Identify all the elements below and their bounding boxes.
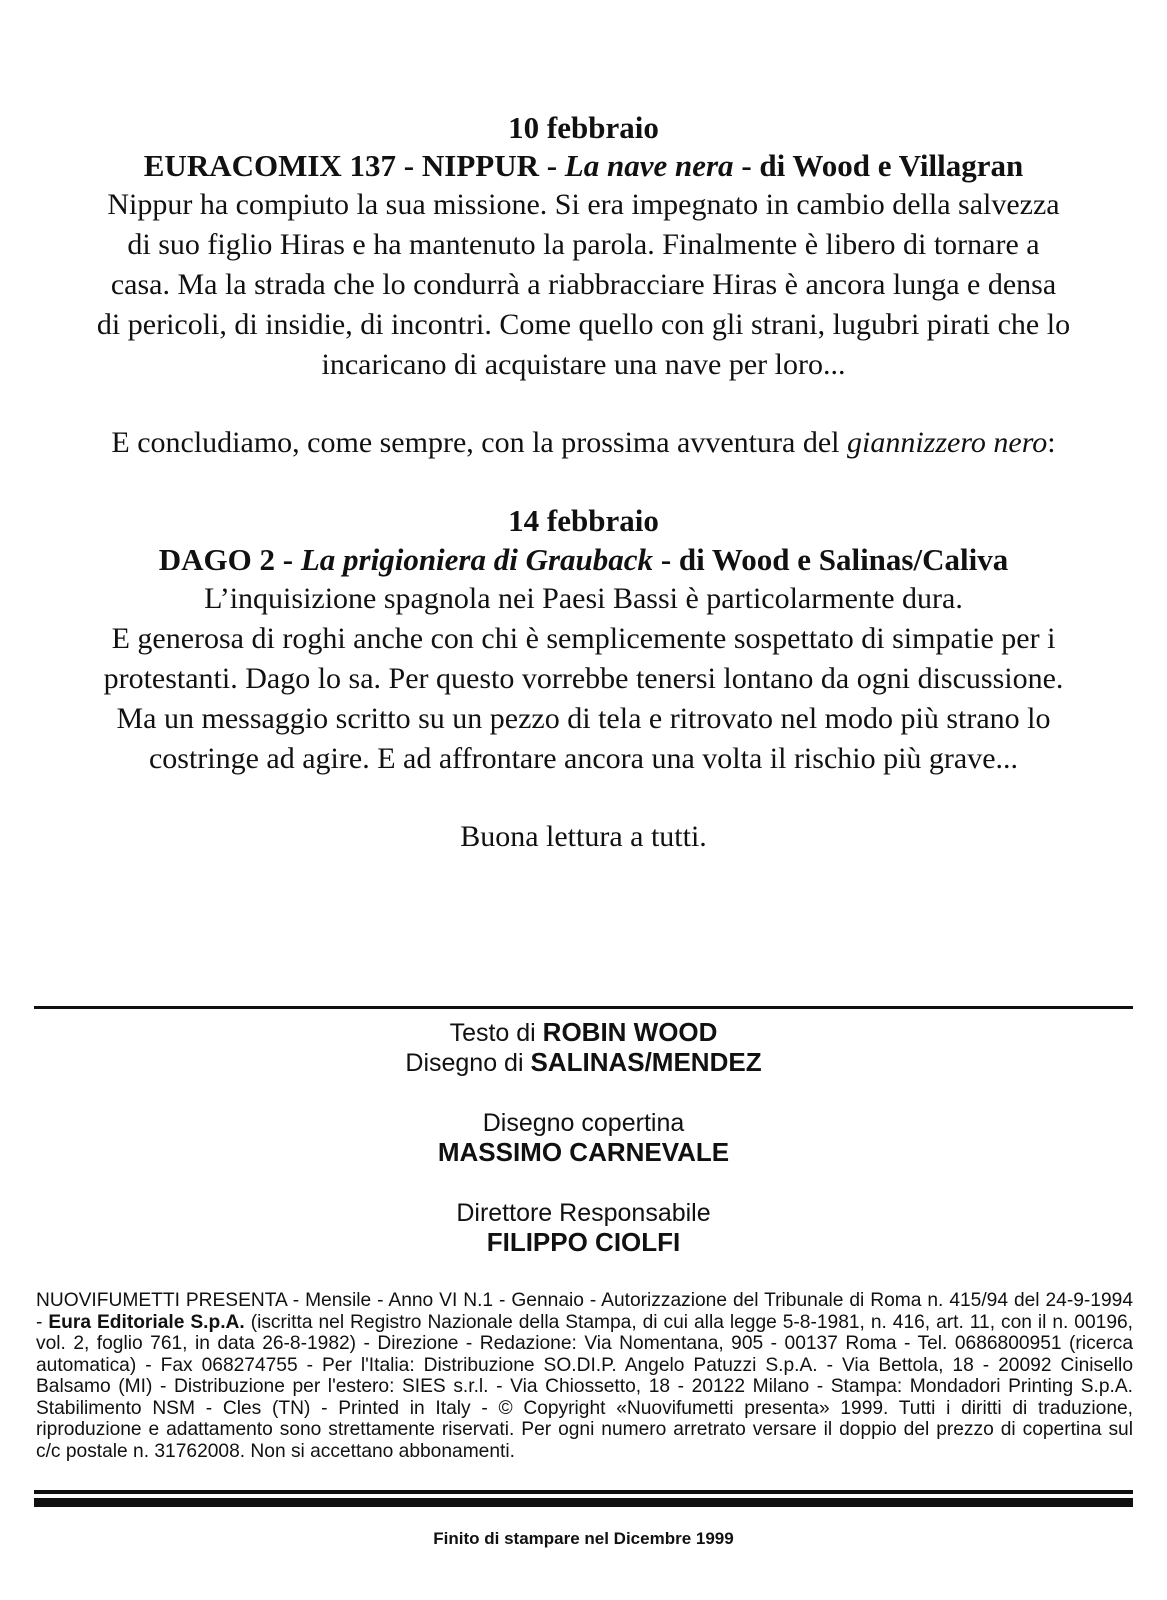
closing-line: Buona lettura a tutti.	[460, 820, 707, 853]
credit-drawing-name: SALINAS/MENDEZ	[530, 1047, 762, 1077]
entry1-description	[48, 185, 1119, 385]
entry2-line: costringe ad agire. E ad affrontare ancora una volta il rischio più grave...	[148, 742, 1019, 775]
legal-notice	[36, 1290, 1133, 1462]
entry1-line: di suo figlio Hiras e ha mantenuto la parola. Finalmente è libero di tornare a	[127, 228, 1040, 261]
cover-name: MASSIMO CARNEVALE	[437, 1137, 730, 1167]
entry2-authors: - di Wood e Salinas/Caliva	[653, 542, 1009, 577]
credit-text-name: ROBIN WOOD	[542, 1017, 718, 1047]
legal-part1: NUOVIFUMETTI PRESENTA - Mensile - Anno VI N.1 - Gennaio - Autorizzazione del Tribunale di Roma n. 415/94 del 24-9-1994 -	[36, 1290, 1133, 1333]
transition-italic: giannizzero nero	[846, 426, 1048, 459]
entry1-authors: - di Wood e Villagran	[733, 148, 1024, 183]
credits-block	[0, 1018, 1167, 1078]
entry1-line: incaricano di acquistare una nave per loro...	[321, 348, 846, 381]
entry1-date: 10 febbraio	[508, 110, 659, 145]
director-label: Direttore Responsabile	[456, 1199, 711, 1227]
entry2-description	[48, 579, 1119, 779]
entry1-line: di pericoli, di insidie, di incontri. Come quello con gli strani, lugubri pirati che lo	[96, 308, 1071, 341]
entry2-headline	[0, 542, 1167, 578]
entry1-headline	[0, 148, 1167, 184]
director-name: FILIPPO CIOLFI	[486, 1227, 681, 1257]
credit-text	[0, 1018, 1167, 1048]
entry1-series: EURACOMIX 137 - NIPPUR -	[143, 148, 565, 183]
entry2-line: Ma un messaggio scritto su un pezzo di tela e ritrovato nel modo più strano lo	[116, 702, 1051, 735]
entry2-line: E generosa di roghi anche con chi è semplicemente sospettato di simpatie per i	[111, 622, 1056, 655]
printed-note: Finito di stampare nel Dicembre 1999	[433, 1529, 734, 1548]
entry2-series: DAGO 2 -	[158, 542, 301, 577]
transition-end: :	[1047, 426, 1056, 459]
entry2-line: protestanti. Dago lo sa. Per questo vorrebbe tenersi lontano da ogni discussione.	[103, 662, 1064, 695]
transition-text: E concludiamo, come sempre, con la prossima avventura del	[111, 426, 847, 459]
divider-line	[34, 1006, 1133, 1009]
legal-publisher: Eura Editoriale S.p.A.	[48, 1311, 245, 1333]
cover-credit	[0, 1109, 1167, 1167]
credit-drawing-label: Disegno di	[405, 1049, 531, 1077]
entry1-line: Nippur ha compiuto la sua missione. Si era impegnato in cambio della salvezza	[107, 188, 1060, 221]
entry1-title: La nave nera	[564, 148, 734, 183]
bottom-rule-top	[34, 1490, 1133, 1494]
credit-drawing	[0, 1048, 1167, 1078]
entry1-line: casa. Ma la strada che lo condurrà a riabbracciare Hiras è ancora lunga e densa	[110, 268, 1057, 301]
director-credit	[0, 1199, 1167, 1257]
entry2-date: 14 febbraio	[508, 503, 659, 538]
cover-label: Disegno copertina	[482, 1109, 685, 1137]
entry2-line: L’inquisizione spagnola nei Paesi Bassi è particolarmente dura.	[204, 582, 963, 615]
legal-part2: (iscritta nel Registro Nazionale della Stampa, di cui alla legge 5-8-1981, n. 416, art. 11, con il n. 00196, vol. 2, foglio 761, in data 26-8-1982) - Direzione - Redazione: Via Nomentana, 905 - 00137 Roma - Tel. 0686800951 (ricerca automatica) - Fax 068274755 - Per l'Italia: Distribuzione SO.DI.P. Angelo Patuzzi S.p.A. - Via Bettola, 18 - 20092 Cinisello Balsamo (MI) - Distribuzione per l'estero: SIES s.r.l. - Via Chiossetto, 18 - 20122 Milano - Stampa: Mondadori Printing S.p.A. Stabilimento NSM - Cles (TN) - Printed in Italy - © Copyright «Nuovifumetti presenta» 1999. Tutti i diritti di traduzione, riproduzione e adattamento sono strettamente riservati. Per ogni numero arretrato versare il doppio del prezzo di copertina sul c/c postale n. 31762008. Non si accettano abbonamenti.	[36, 1311, 1133, 1462]
entry2-title: La prigioniera di Grauback	[300, 542, 654, 577]
transition-line	[48, 423, 1119, 463]
credit-text-label: Testo di	[449, 1019, 543, 1047]
bottom-rule-thick	[34, 1498, 1133, 1507]
